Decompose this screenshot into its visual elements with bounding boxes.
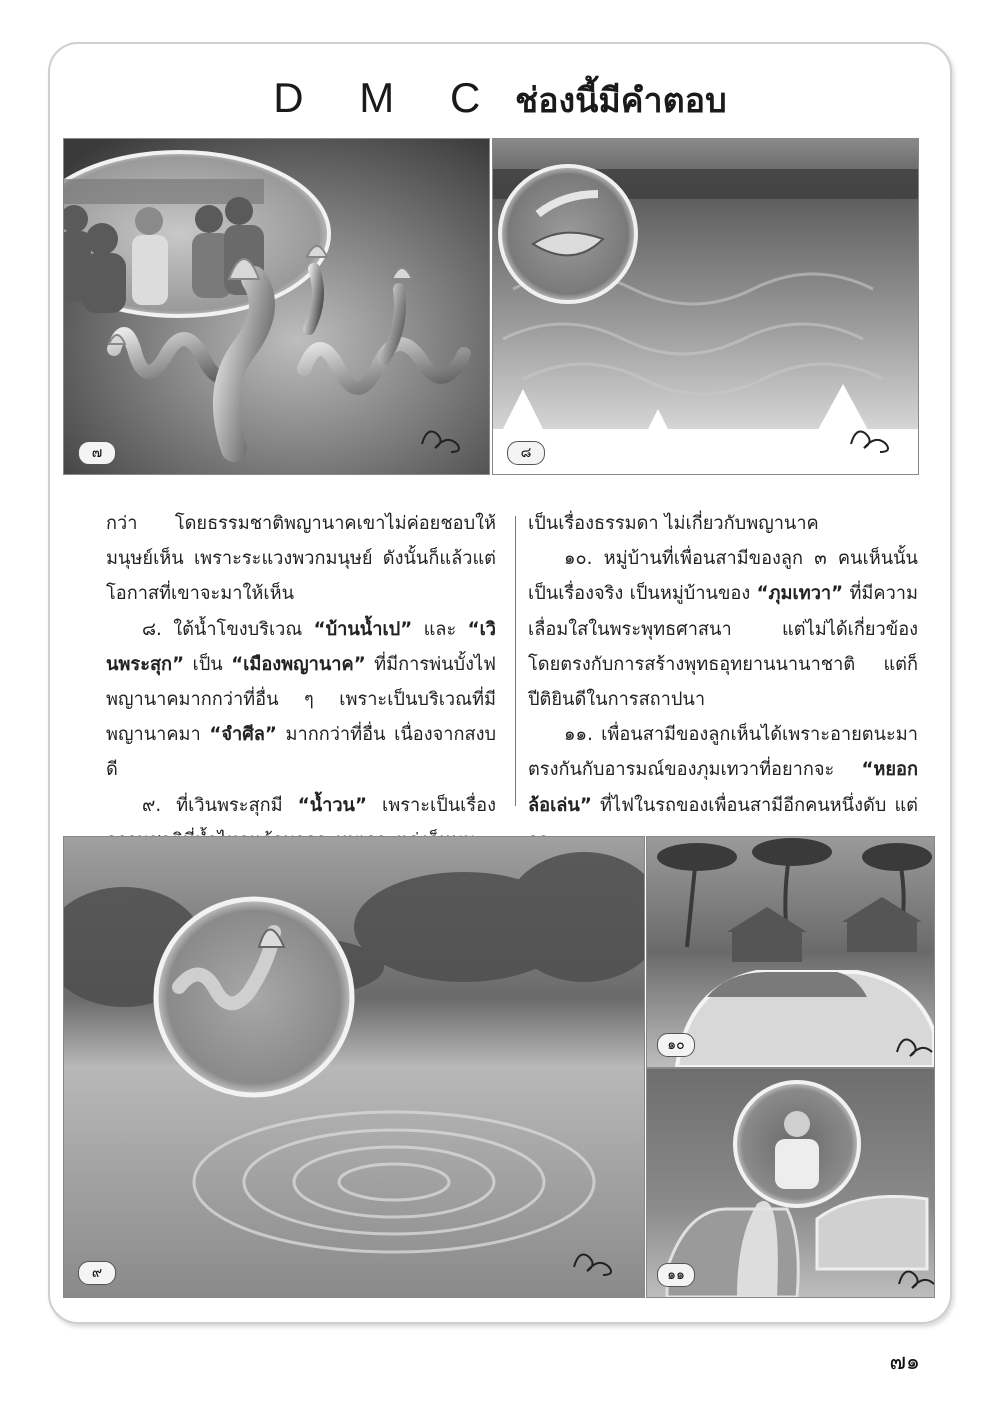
paragraph: เป็นเรื่องธรรมดา ไม่เกี่ยวกับพญานาค [528, 513, 819, 534]
page-number: ๗๑ [889, 1350, 920, 1375]
title-thai: ช่องนี้มีคำตอบ [515, 81, 727, 121]
paragraph: กว่า โดยธรรมชาติพญานาคเขาไม่ค่อยชอบให้มนุษย์เห็น เพราะระแวงพวกมนุษย์ ดังนั้นก็แล้วแต่โอกาสที่เขาจะมาให้เห็น [106, 513, 496, 605]
paragraph-item-10: ๑๐. หมู่บ้านที่เพื่อนสามีของลูก ๓ คนเห็นนั้นเป็นเรื่องจริง เป็นหมู่บ้านของ “ภุมเทวา” ที่มีความเลื่อมใสในพระพุทธศาสนา แต่ไม่ได้เกี่ยวข้องโดยตรงกับการสร้างพุทธอุทยานนานาชาติ แต่ก็ปีติยินดีในการสถาปนา [528, 548, 918, 711]
paragraph-item-9: ๙. ที่เวินพระสุกมี “น้ำวน” เพราะเป็นเรื่อง [142, 794, 496, 816]
illustration-nagas-friends [63, 138, 490, 475]
column-divider [515, 516, 516, 806]
figure-label: ๗ [78, 441, 116, 465]
illustration-naga-whirlpool [63, 836, 645, 1298]
figure-label: ๙ [78, 1261, 116, 1285]
figure-label: ๑๑ [657, 1263, 695, 1287]
figure-label: ๘ [507, 441, 545, 465]
page-title [0, 70, 1000, 129]
illustration-naga-teeth-river [492, 138, 919, 475]
illustration-deity-car [646, 1068, 935, 1298]
figure-label: ๑๐ [657, 1033, 695, 1057]
text-column-right [528, 506, 918, 858]
title-latin: D M C [273, 74, 503, 121]
illustration-village-car [646, 836, 935, 1068]
paragraph-item-11: ๑๑. เพื่อนสามีของลูกเห็นได้เพราะอายตนะมาตรงกันกับอารมณ์ของภุมเทวาที่อยากจะ “หยอกล้อเล่น” ที่ไฟในรถของเพื่อนสามีอีกคนหนึ่งดับ แต่ [528, 724, 918, 816]
paragraph-item-8: ๘. ใต้น้ำโขงบริเวณ “บ้านน้ำเป” และ “เวินพระสุก” เป็น “เมืองพญานาค” ที่มีการพ่นบั้งไฟพญานาคมากกว่าที่อื่น ๆ เพราะเป็นบริเวณที่มีพญานาคมา “จำศีล” มากกว่าที่อื่น เนื่องจากสงบดี [106, 618, 497, 781]
